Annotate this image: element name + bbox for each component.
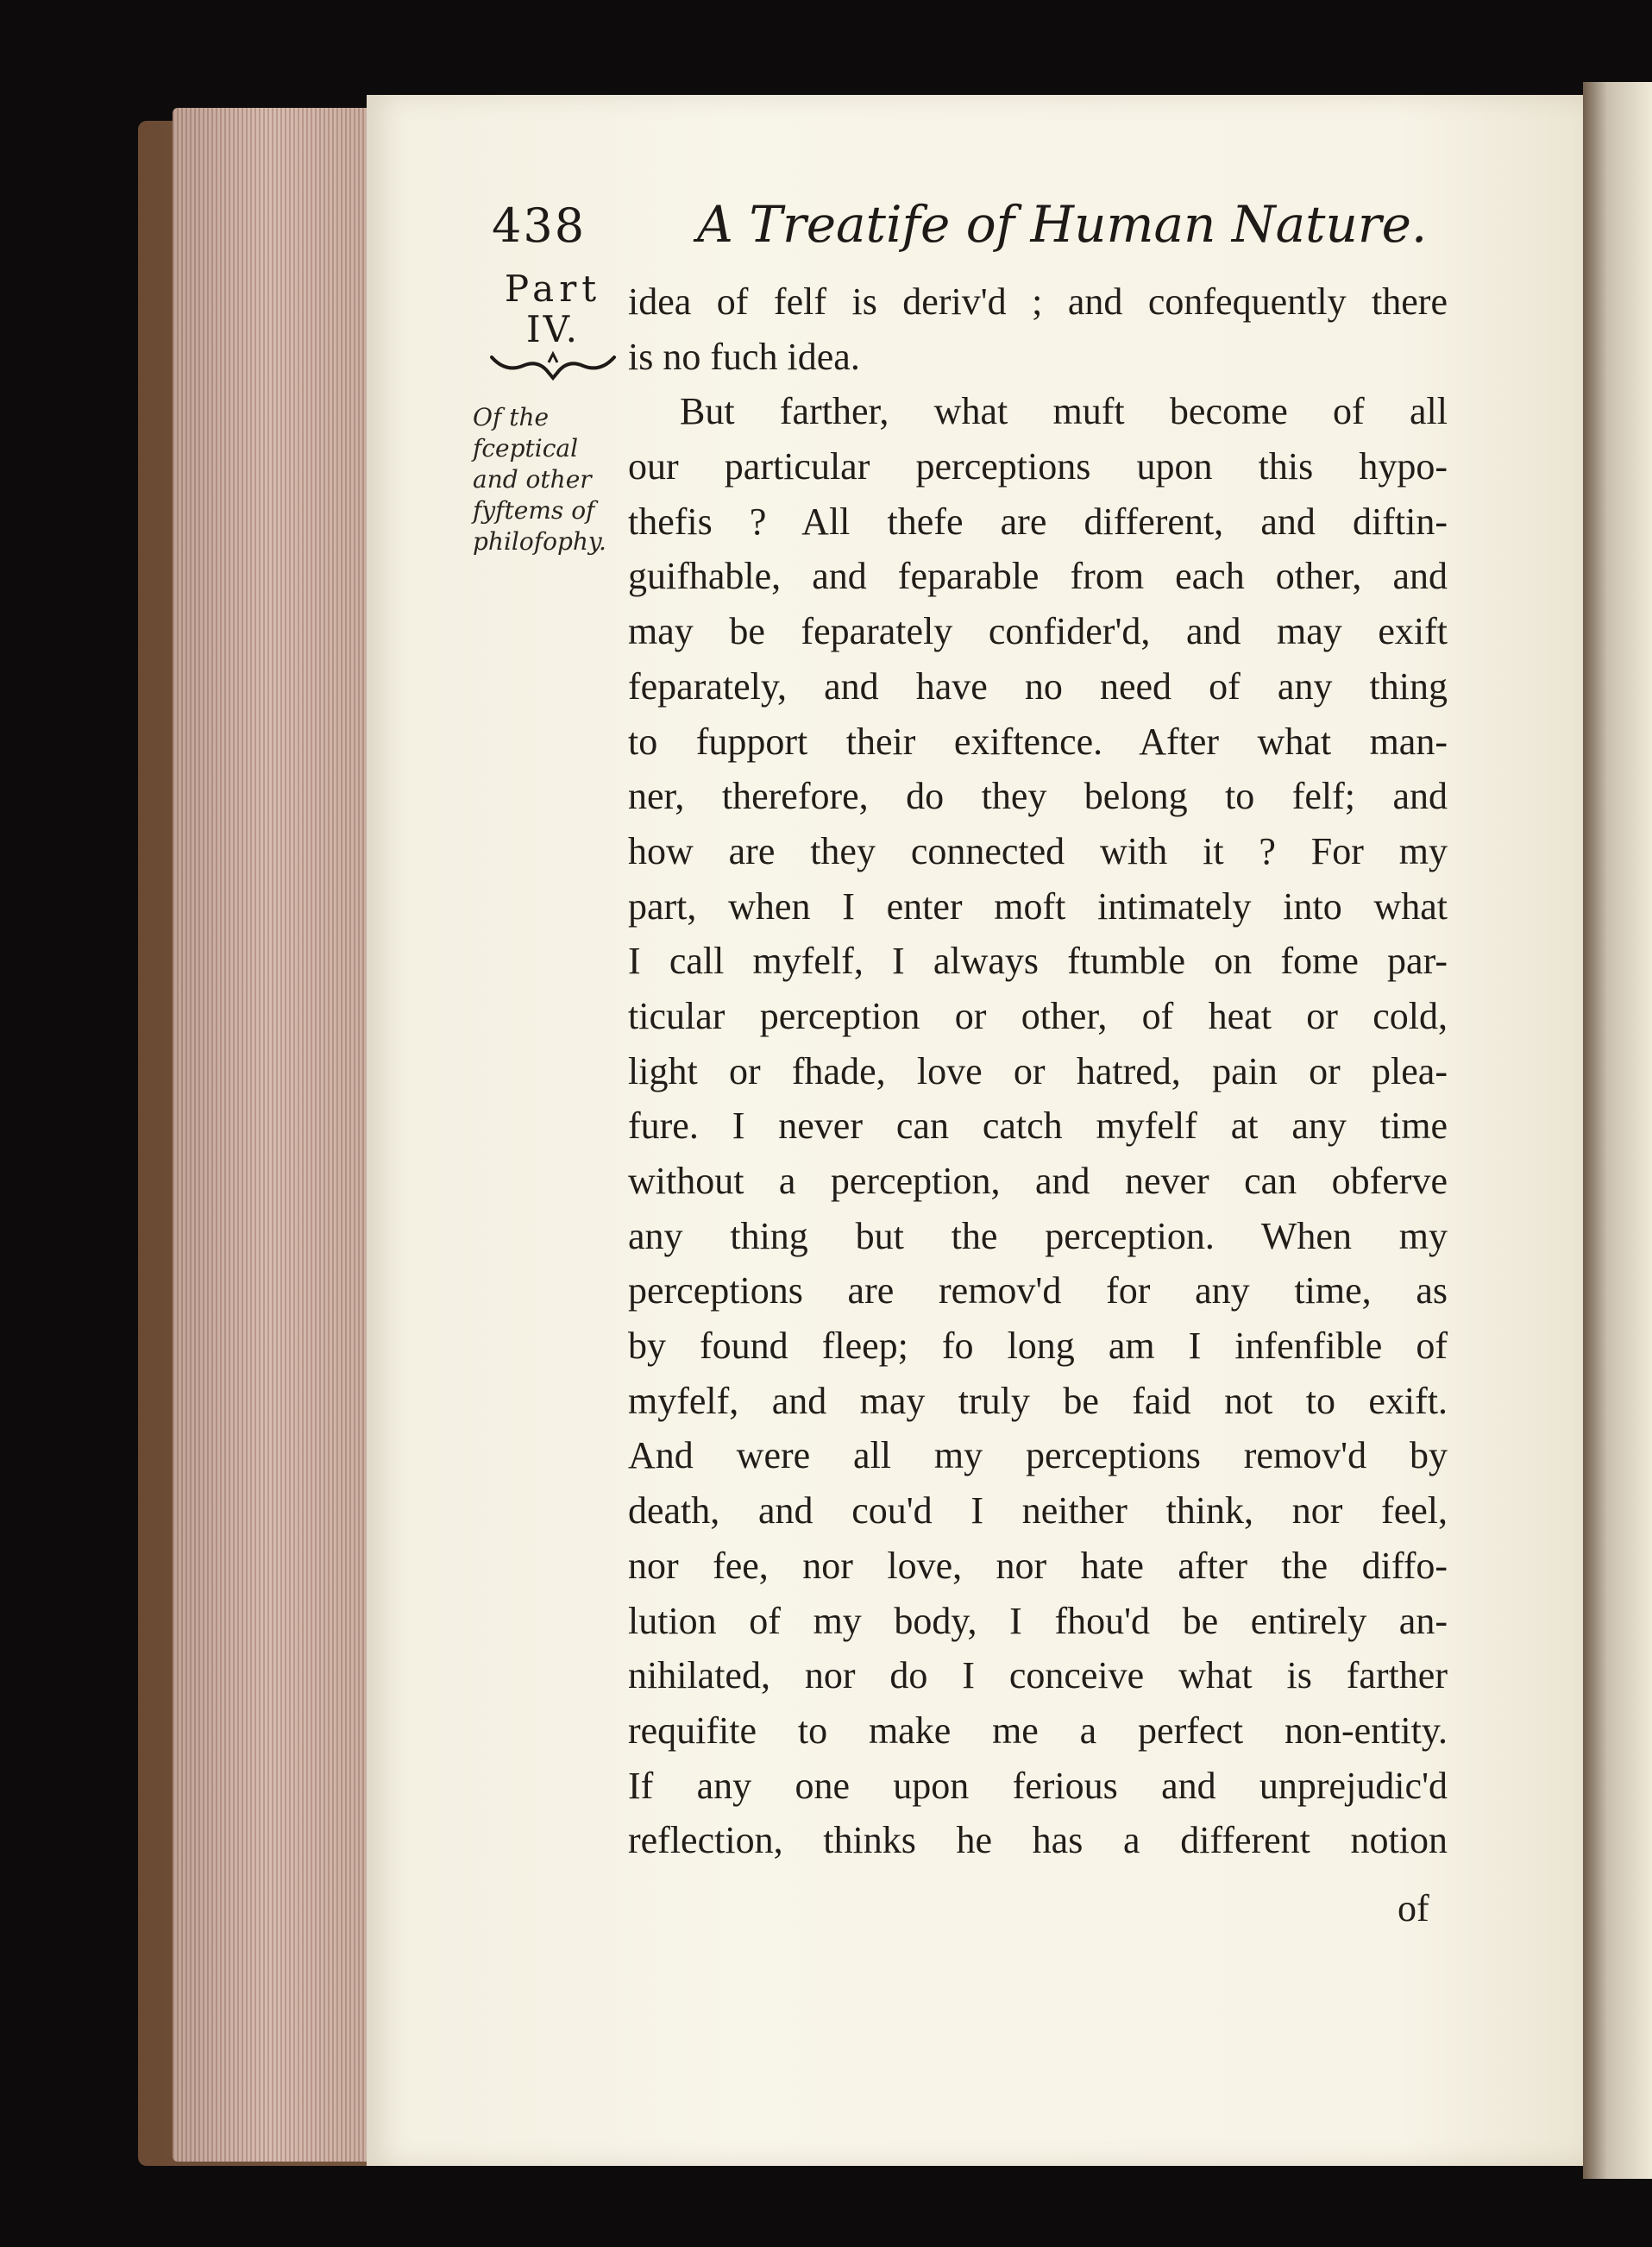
text-line: lution of my body, I fhou'd be entirely an- [628,1599,1448,1642]
text-line: myfelf, and may truly be faid not to exift. [628,1379,1448,1422]
margin-note-line: philofophy. [473,527,606,556]
text-line: feparately, and have no need of any thing [628,664,1448,708]
text-line: death, and cou'd I neither think, nor feel, [628,1489,1448,1533]
running-title: A Treatife of Human Nature. [697,195,1428,254]
text-line: ner, therefore, do they belong to felf; and [628,775,1448,818]
text-line: may be feparately confider'd, and may exift [628,610,1448,653]
text-line: thefis ? All thefe are different, and diftin- [628,500,1448,543]
text-line: our particular perceptions upon this hypo- [628,445,1448,488]
text-line: nihilated, nor do I conceive what is farther [628,1654,1448,1697]
text-line: But farther, what muft become of all [680,390,1448,433]
text-line: reflection, thinks he has a different notion [628,1819,1448,1862]
margin-note-line: and other [473,465,592,494]
text-line: to fupport their exiftence. After what man- [628,720,1448,763]
margin-note-line: fceptical [473,434,579,463]
page-fore-edge [173,108,367,2162]
text-line: by found fleep; fo long am I infenfible of [628,1325,1448,1368]
text-line: And were all my perceptions remov'd by [628,1434,1448,1477]
text-line: is no fuch idea. [628,335,860,378]
text-line: perceptions are remov'd for any time, as [628,1269,1448,1312]
part-number: IV. [526,308,580,350]
part-label: Part [504,268,602,310]
text-line: ticular perception or other, of heat or cold, [628,994,1448,1037]
text-line: requifite to make me a perfect non-entity. [628,1709,1448,1752]
text-line: guifhable, and feparable from each other, and [628,555,1448,598]
brace-ornament-icon [488,350,618,381]
margin-note [473,402,619,557]
page-header [492,192,1449,269]
text-line: I call myfelf, I always ftumble on fome par- [628,940,1448,983]
text-line: nor fee, nor love, nor hate after the diffo- [628,1544,1448,1587]
part-heading [480,269,626,381]
body-text [628,274,1448,1868]
text-line: If any one upon ferious and unprejudic'd [628,1764,1448,1807]
text-line: part, when I enter moft intimately into what [628,884,1448,928]
text-line: any thing but the perception. When my [628,1214,1448,1257]
text-line: light or fhade, love or hatred, pain or plea- [628,1049,1448,1092]
text-line: idea of felf is deriv'd ; and confequently there [628,280,1448,323]
facing-page-edge [1583,82,1652,2179]
page-number: 438 [492,198,587,253]
margin-note-line: Of the [473,403,550,431]
text-line: how are they connected with it ? For my [628,829,1448,872]
margin-note-line: fyftems of [473,496,595,525]
text-line: without a perception, and never can obferve [628,1160,1448,1202]
catchword: of [1398,1887,1429,1929]
text-line: fure. I never can catch myfelf at any time [628,1105,1448,1148]
